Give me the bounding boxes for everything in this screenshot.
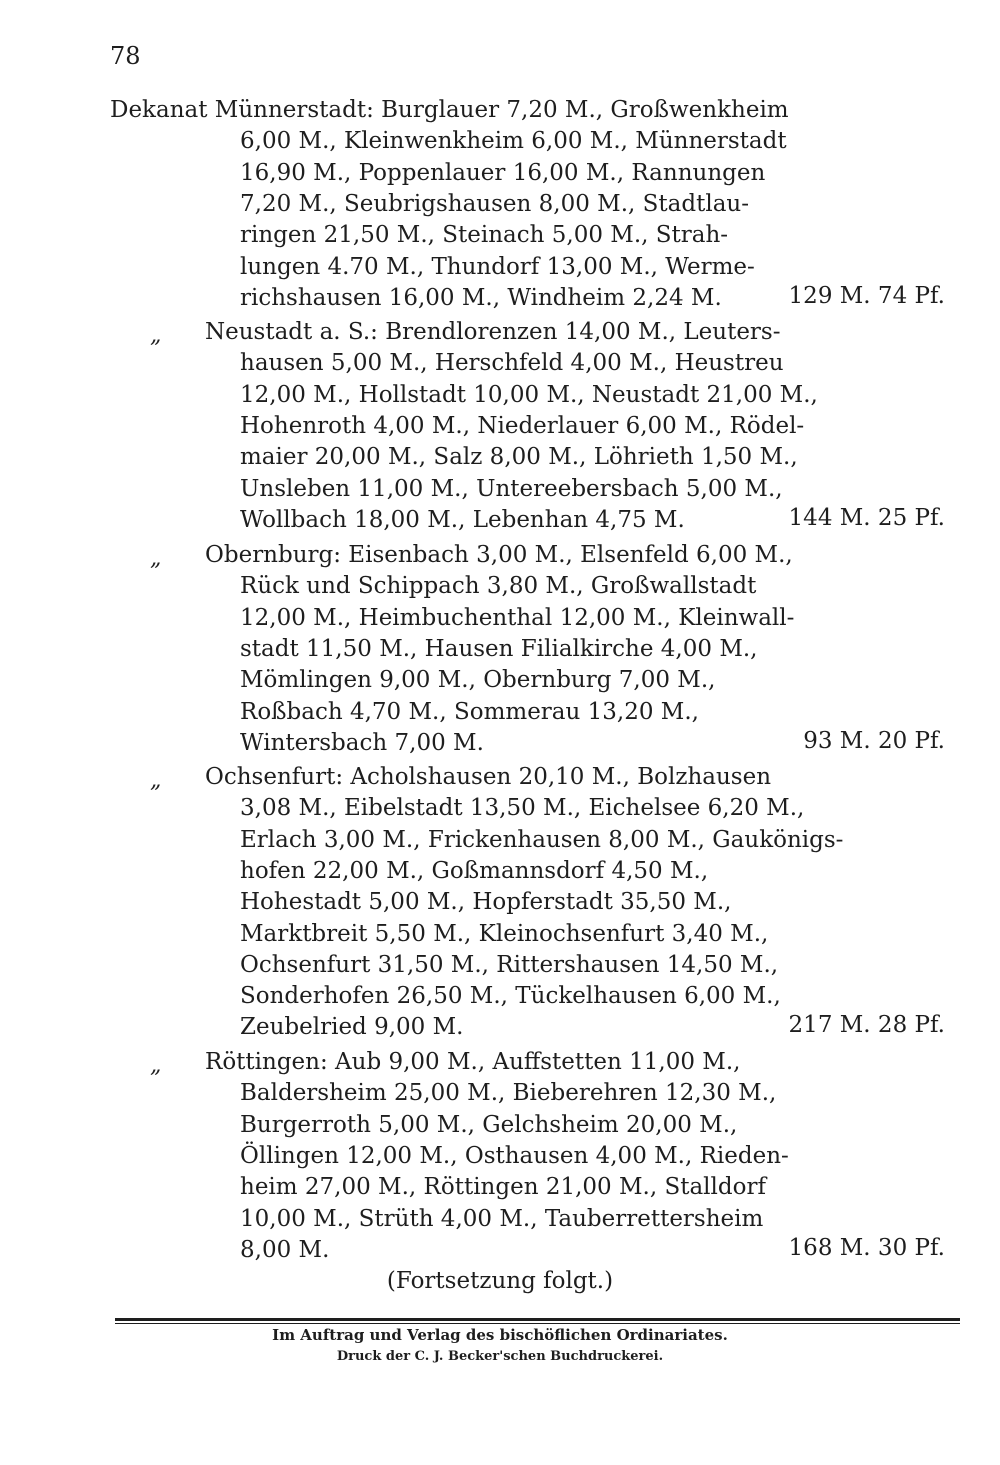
footer-publisher: Im Auftrag und Verlag des bischöflichen Ordinariates. (272, 1326, 728, 1344)
entry-line: Neustadt a. S.: Brendlorenzen 14,00 M., Leuters- (205, 319, 781, 345)
entry-line: 3,08 M., Eibelstadt 13,50 M., Eichelsee 6,20 M., (240, 795, 805, 822)
entry-line: hofen 22,00 M., Goßmannsdorf 4,50 M., (240, 857, 709, 884)
entry-line: richshausen 16,00 M., Windheim 2,24 M. (240, 284, 722, 311)
entry-line: Öllingen 12,00 M., Osthausen 4,00 M., Rieden- (240, 1142, 789, 1169)
entry-line: Röttingen: Aub 9,00 M., Auffstetten 11,00 M., (205, 1049, 741, 1075)
entry-line: Burgerroth 5,00 M., Gelchsheim 20,00 M., (240, 1111, 738, 1138)
footer-rule-thick (115, 1318, 960, 1321)
entry-line: Dekanat Münnerstadt: Burglauer 7,20 M., Großwenkheim (110, 97, 789, 123)
entry-line: lungen 4.70 M., Thundorf 13,00 M., Werme- (240, 253, 755, 280)
entry-line: 12,00 M., Heimbuchenthal 12,00 M., Kleinwall- (240, 604, 795, 631)
ditto-mark: „ (150, 546, 162, 571)
entry-line: stadt 11,50 M., Hausen Filialkirche 4,00 M., (240, 635, 758, 662)
entry-line: Mömlingen 9,00 M., Obernburg 7,00 M., (240, 667, 716, 694)
entry-line: Roßbach 4,70 M., Sommerau 13,20 M., (240, 698, 699, 725)
entry-line: Hohestadt 5,00 M., Hopferstadt 35,50 M., (240, 889, 732, 916)
entry-line: Ochsenfurt 31,50 M., Rittershausen 14,50 M., (240, 951, 779, 978)
entry-line: Rück und Schippach 3,80 M., Großwallstadt (240, 573, 757, 600)
entry-line: Marktbreit 5,50 M., Kleinochsenfurt 3,40 M., (240, 920, 769, 947)
entry-line: 6,00 M., Kleinwenkheim 6,00 M., Münnerstadt (240, 128, 787, 155)
entry-line: maier 20,00 M., Salz 8,00 M., Löhrieth 1,50 M., (240, 444, 798, 471)
continuation-note: (Fortsetzung folgt.) (386, 1268, 614, 1294)
entry-line: Ochsenfurt: Acholshausen 20,10 M., Bolzhausen (205, 764, 772, 790)
entry-line: Hohenroth 4,00 M., Niederlauer 6,00 M., Rödel- (240, 412, 805, 439)
entry-line: 8,00 M. (240, 1236, 330, 1263)
entry-line: Unsleben 11,00 M., Untereebersbach 5,00 M., (240, 475, 783, 502)
section-total: 217 M. 28 Pf. (788, 1012, 945, 1039)
section-total: 144 M. 25 Pf. (788, 504, 945, 531)
entry-line: Sonderhofen 26,50 M., Tückelhausen 6,00 M., (240, 983, 781, 1010)
entry-line: 7,20 M., Seubrigshausen 8,00 M., Stadtlau- (240, 190, 749, 217)
section-total: 168 M. 30 Pf. (788, 1234, 945, 1261)
ditto-mark: „ (150, 1053, 162, 1078)
entry-line: Obernburg: Eisenbach 3,00 M., Elsenfeld 6,00 M., (205, 542, 793, 568)
section-total: 129 M. 74 Pf. (788, 282, 945, 309)
entry-line: 12,00 M., Hollstadt 10,00 M., Neustadt 21,00 M., (240, 381, 818, 408)
entry-line: 10,00 M., Strüth 4,00 M., Tauberrettersheim (240, 1205, 764, 1232)
page-number: 78 (110, 42, 141, 70)
entry-line: Wintersbach 7,00 M. (240, 729, 484, 756)
entry-line: ringen 21,50 M., Steinach 5,00 M., Strah- (240, 222, 729, 249)
ditto-mark: „ (150, 768, 162, 793)
footer-rule-thin (115, 1323, 960, 1324)
entry-line: Zeubelried 9,00 M. (240, 1014, 464, 1041)
section-total: 93 M. 20 Pf. (803, 727, 945, 754)
entry-line: Baldersheim 25,00 M., Bieberehren 12,30 M., (240, 1080, 777, 1107)
entry-line: Erlach 3,00 M., Frickenhausen 8,00 M., Gaukönigs- (240, 826, 844, 853)
entry-line: Wollbach 18,00 M., Lebenhan 4,75 M. (240, 506, 685, 533)
entry-line: hausen 5,00 M., Herschfeld 4,00 M., Heustreu (240, 350, 784, 377)
entry-line: 16,90 M., Poppenlauer 16,00 M., Rannungen (240, 159, 766, 186)
ditto-mark: „ (150, 323, 162, 348)
entry-line: heim 27,00 M., Röttingen 21,00 M., Stalldorf (240, 1174, 766, 1201)
footer-printer: Druck der C. J. Becker'schen Buchdruckerei. (336, 1349, 664, 1364)
